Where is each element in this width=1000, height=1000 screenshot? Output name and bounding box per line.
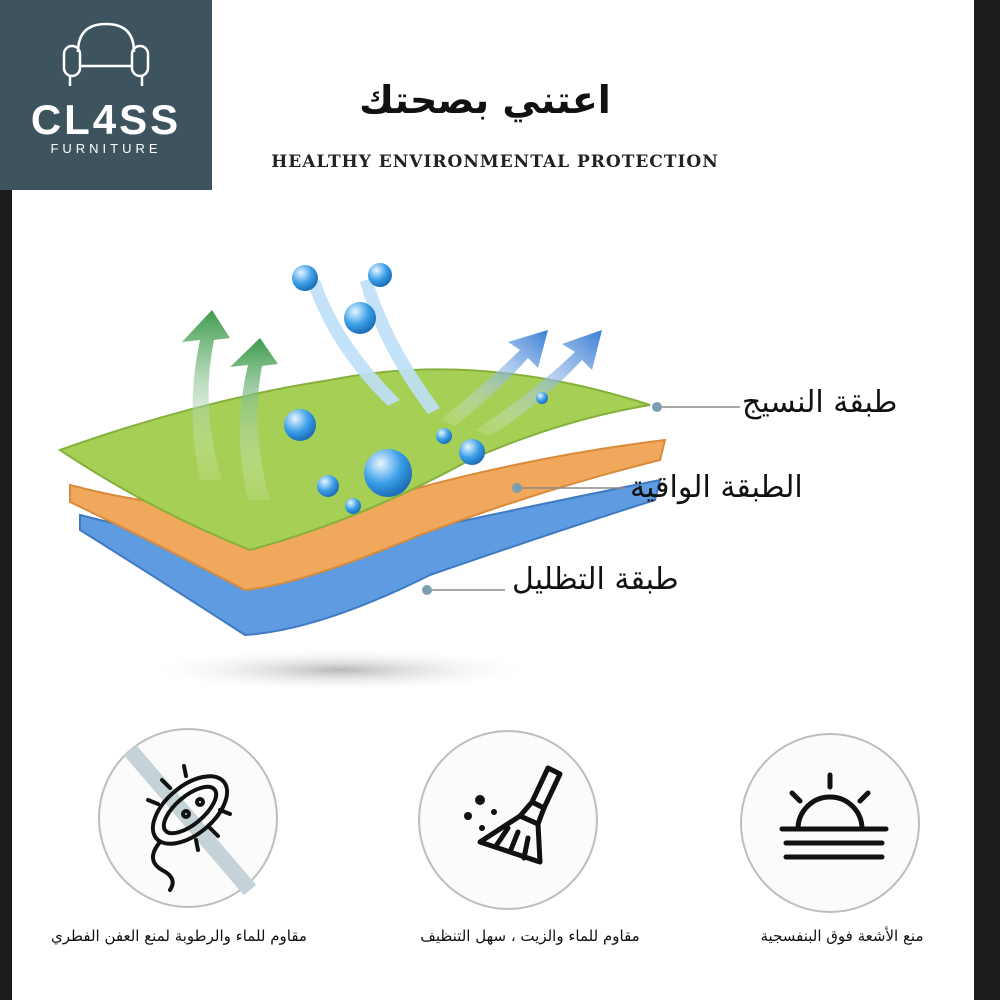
fabric-layers-illustration	[0, 230, 1000, 710]
easy-clean-feature	[418, 730, 598, 910]
no-bacteria-icon	[100, 730, 276, 906]
protective-layer-label: الطبقة الواقية	[630, 470, 803, 505]
sun-uv-icon	[742, 735, 918, 911]
fabric-layer-label: طبقة النسيج	[742, 385, 898, 420]
anti-mold-caption: مقاوم للماء والرطوبة لمنع العفن الفطري	[51, 927, 307, 945]
anti-mold-feature	[98, 728, 278, 908]
drop-shadow	[140, 648, 540, 692]
uv-protection-feature	[740, 733, 920, 913]
broom-icon	[420, 732, 596, 908]
page-title-english: HEALTHY ENVIRONMENTAL PROTECTION	[271, 152, 719, 172]
brand-name: CL4SS	[30, 96, 182, 143]
brand-subtitle: FURNITURE	[50, 141, 162, 156]
page-title-arabic: اعتني بصحتك	[359, 78, 611, 122]
armchair-icon	[56, 14, 156, 94]
shading-layer-label: طبقة التظليل	[512, 562, 679, 597]
easy-clean-caption: مقاوم للماء والزيت ، سهل التنظيف	[420, 927, 640, 945]
brand-logo	[0, 0, 212, 190]
uv-protection-caption: منع الأشعة فوق البنفسجية	[760, 927, 924, 945]
